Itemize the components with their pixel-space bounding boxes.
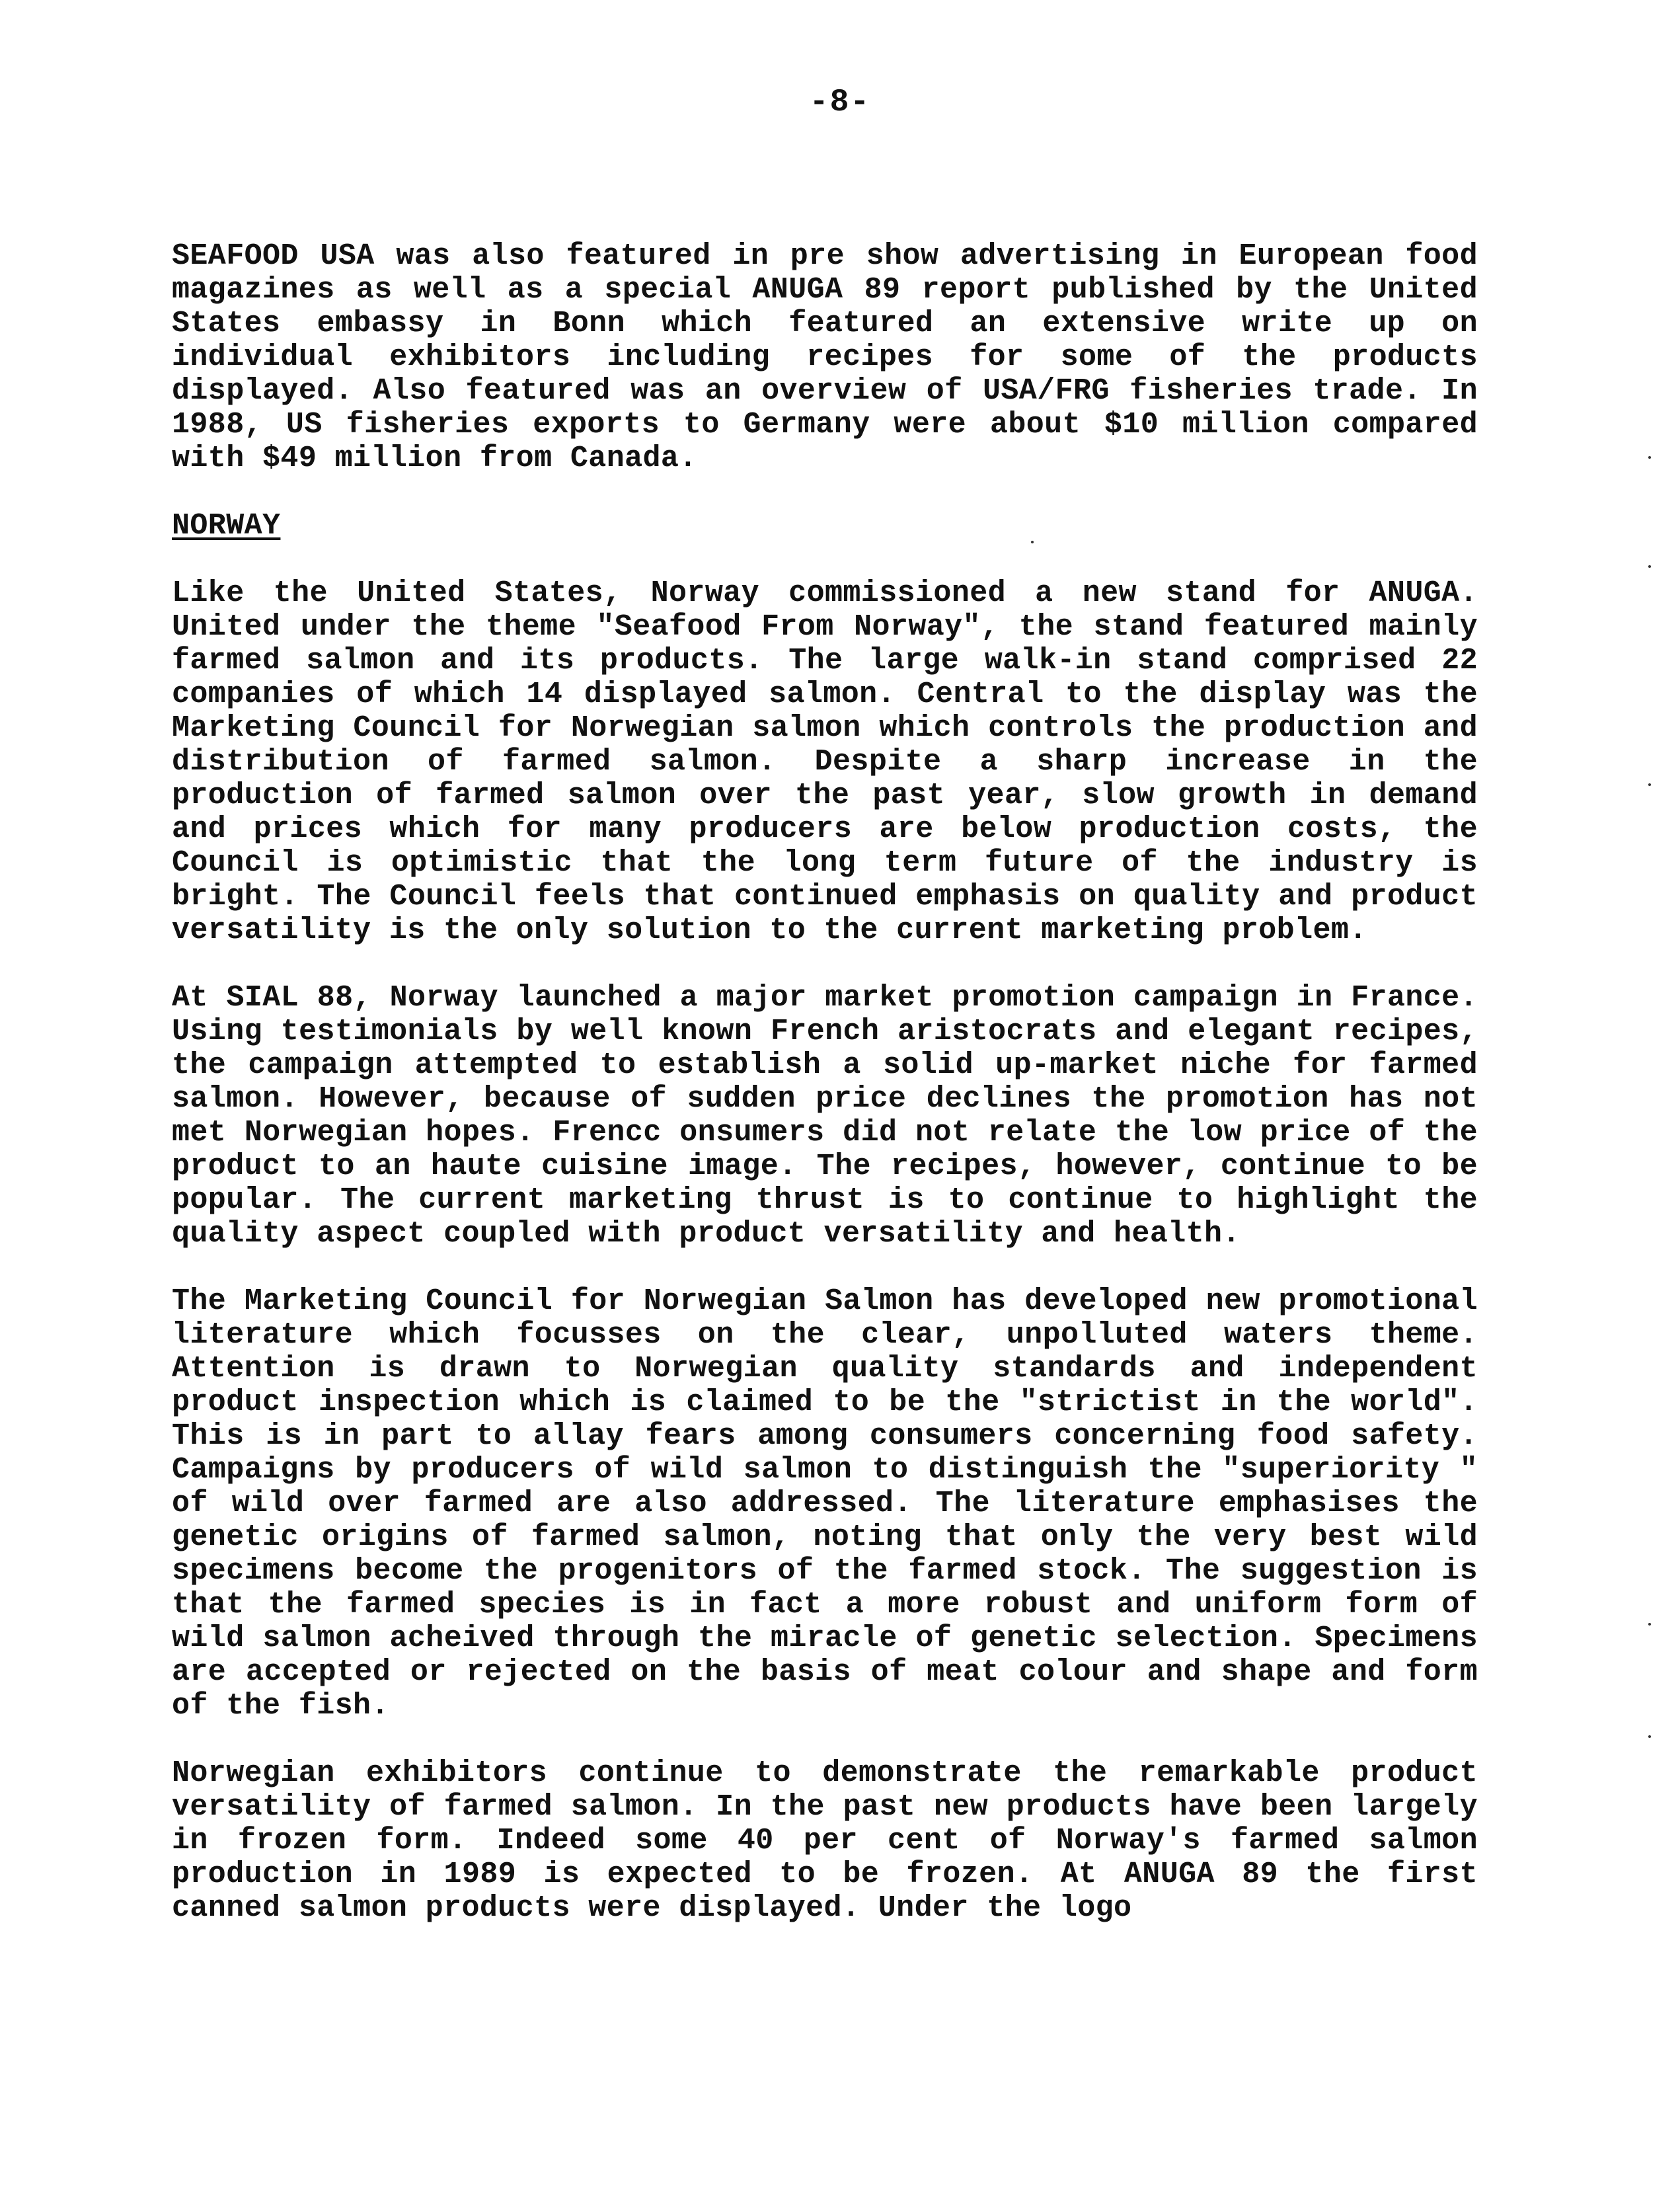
paragraph-norway-stand: Like the United States, Norway commissioned a new stand for ANUGA. United under the theme "Seafood From Norway", the stand featured mainly farmed salmon and its products. The large walk-in stand comprised 22 companies of which 14 displayed salmon. Central to the display was the Marketing Council for Norwegian salmon which controls the production and distribution of farmed salmon. Despite a sharp increase in the production of farmed salmon over the past year, slow growth in demand and prices which for many producers are below production costs, the Council is optimistic that the long term future of the industry is bright. The Council feels that continued emphasis on quality and product versatility is the only solution to the current marketing problem. (172, 576, 1478, 947)
paragraph-product-versatility: Norwegian exhibitors continue to demonstrate the remarkable product versatility of farmed salmon. In the past new products have been largely in frozen form. Indeed some 40 per cent of Norway's farmed salmon production in 1989 is expected to be frozen. At ANUGA 89 the first canned salmon products were displayed. Under the logo (172, 1756, 1478, 1925)
paragraph-seafood-usa: SEAFOOD USA was also featured in pre show advertising in European food magazines as well as a special ANUGA 89 report published by the United States embassy in Bonn which featured an extensive write up on individual exhibitors including recipes for some of the products displayed. Also featured was an overview of USA/FRG fisheries trade. In 1988, US fisheries exports to Germany were about $10 million compared with $49 million from Canada. (172, 239, 1478, 475)
scan-speck (1648, 783, 1651, 786)
scan-speck (1031, 541, 1034, 543)
paragraph-sial-campaign: At SIAL 88, Norway launched a major market promotion campaign in France. Using testimonials by well known French aristocrats and elegant recipes, the campaign attempted to establish a solid up-market niche for farmed salmon. However, because of sudden price declines the promotion has not met Norwegian hopes. Frencc onsumers did not relate the low price of the product to an haute cuisine image. The recipes, however, continue to be popular. The current marketing thrust is to continue to highlight the quality aspect coupled with product versatility and health. (172, 981, 1478, 1251)
scan-speck (1648, 1735, 1651, 1738)
scan-speck (1648, 1623, 1651, 1626)
scan-speck (1648, 456, 1651, 459)
document-body (172, 239, 1478, 1959)
paragraph-marketing-council-literature: The Marketing Council for Norwegian Salmon has developed new promotional literature which focusses on the clear, unpolluted waters theme. Attention is drawn to Norwegian quality standards and independent product inspection which is claimed to be the "strictist in the world". This is in part to allay fears among consumers concerning food safety. Campaigns by producers of wild salmon to distinguish the "superiority " of wild over farmed are also addressed. The literature emphasises the genetic origins of farmed salmon, noting that only the very best wild specimens become the progenitors of the farmed stock. The suggestion is that the farmed species is in fact a more robust and uniform form of wild salmon acheived through the miracle of genetic selection. Specimens are accepted or rejected on the basis of meat colour and shape and form of the fish. (172, 1284, 1478, 1723)
scan-speck (1648, 565, 1651, 568)
section-heading-norway: NORWAY (172, 509, 281, 543)
page-number: -8- (809, 85, 871, 120)
